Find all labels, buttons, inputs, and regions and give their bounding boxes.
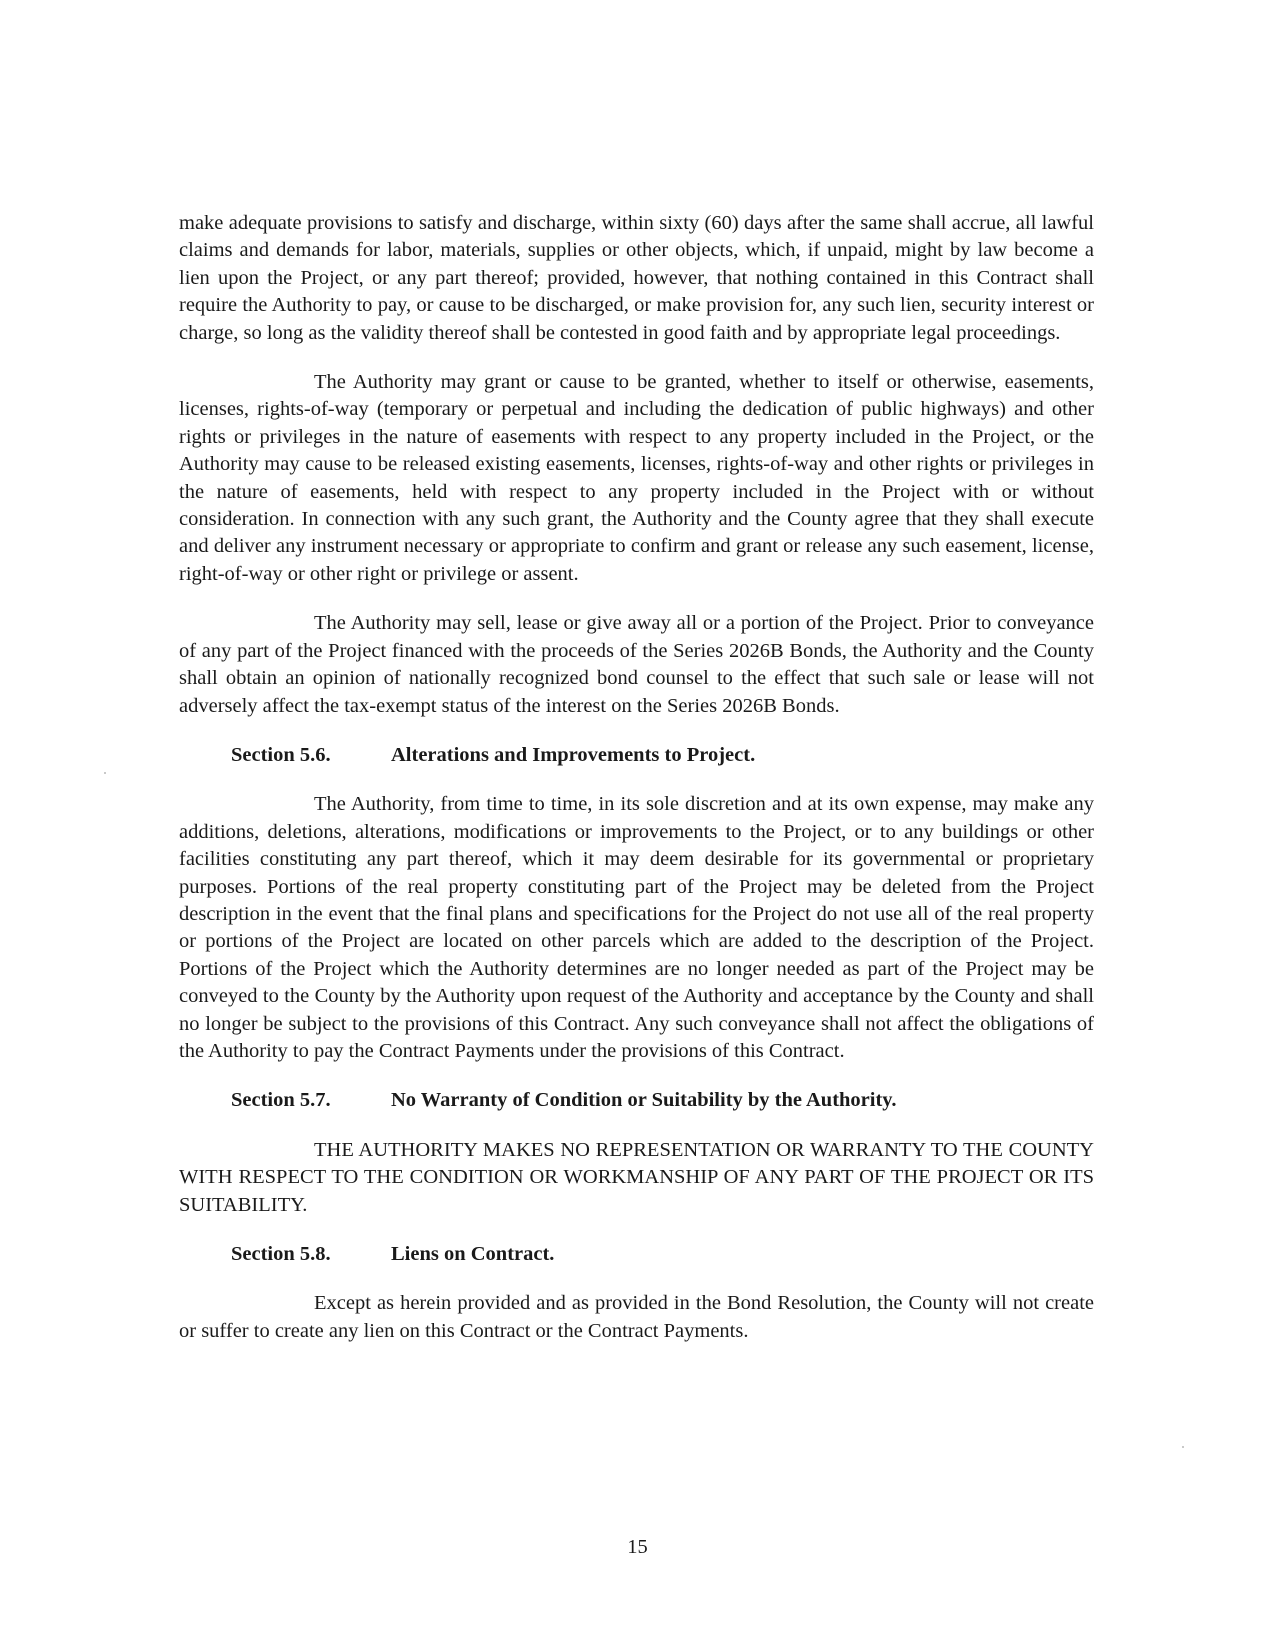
scan-speck xyxy=(1182,1446,1184,1448)
section-5-7-title: No Warranty of Condition or Suitability by the Authority. xyxy=(391,1089,897,1112)
section-5-6-body: The Authority, from time to time, in its sole discretion and at its own expense, may make any additions, deletions, alterations, modifications or improvements to the Project, or to any buildings or other facilities constituting any part thereof, which it may deem desirable for its governmental or proprietary purposes. Portions of the real property constituting part of the Project may be deleted from the Project description in the event that the final plans and specifications for the Project do not use all of the real property or portions of the Project are located on other parcels which are added to the description of the Project. Portions of the Project which the Authority determines are no longer needed as part of the Project may be conveyed to the County by the Authority upon request of the Authority and acceptance by the County and shall no longer be subject to the provisions of this Contract. Any such conveyance shall not affect the obligations of the Authority to pay the Contract Payments under the provisions of this Contract. xyxy=(179,793,1094,1062)
section-5-8-body: Except as herein provided and as provided in the Bond Resolution, the County will not create or suffer to create any lien on this Contract or the Contract Payments. xyxy=(179,1292,1094,1342)
page-number: 15 xyxy=(627,1536,648,1558)
paragraph-sale-of-project: The Authority may sell, lease or give away all or a portion of the Project. Prior to conveyance of any part of the Project financed with the proceeds of the Series 2026B Bonds, the Authority and the County shall obtain an opinion of nationally recognized bond counsel to the effect that such sale or lease will not adversely affect the tax-exempt status of the interest on the Series 2026B Bonds. xyxy=(179,612,1094,717)
paragraph-easements: The Authority may grant or cause to be granted, whether to itself or otherwise, easements, licenses, rights-of-way (temporary or perpetual and including the dedication of public highways) and other rights or privileges in the nature of easements with respect to any property included in the Project, or the Authority may cause to be released existing easements, licenses, rights-of-way and other rights or privileges in the nature of easements, held with respect to any property included in the Project with or without consideration. In connection with any such grant, the Authority and the County agree that they shall execute and deliver any instrument necessary or appropriate to confirm and grant or release any such easement, license, right-of-way or other right or privilege or assent. xyxy=(179,371,1094,585)
section-5-7-body: THE AUTHORITY MAKES NO REPRESENTATION OR WARRANTY TO THE COUNTY WITH RESPECT TO THE CONDITION OR WORKMANSHIP OF ANY PART OF THE PROJECT OR ITS SUITABILITY. xyxy=(179,1138,1094,1216)
document-body xyxy=(179,210,1094,1367)
section-5-6-number: Section 5.6. xyxy=(231,743,331,766)
paragraph-lawful-claims: make adequate provisions to satisfy and discharge, within sixty (60) days after the same shall accrue, all lawful claims and demands for labor, materials, supplies or other objects, which, if unpaid, might by law become a lien upon the Project, or any part thereof; provided, however, that nothing contained in this Contract shall require the Authority to pay, or cause to be discharged, or make provision for, any such lien, security interest or charge, so long as the validity thereof shall be contested in good faith and by appropriate legal proceedings. xyxy=(179,212,1094,344)
section-5-7-number: Section 5.7. xyxy=(231,1089,331,1112)
section-5-6-title: Alterations and Improvements to Project. xyxy=(391,743,756,766)
section-5-8-number: Section 5.8. xyxy=(231,1243,331,1265)
scan-speck xyxy=(104,772,106,774)
section-5-8-heading xyxy=(179,1241,1094,1268)
section-5-6-heading xyxy=(179,742,1094,769)
section-5-8-title: Liens on Contract. xyxy=(391,1243,555,1265)
section-5-7-heading xyxy=(179,1087,1094,1114)
